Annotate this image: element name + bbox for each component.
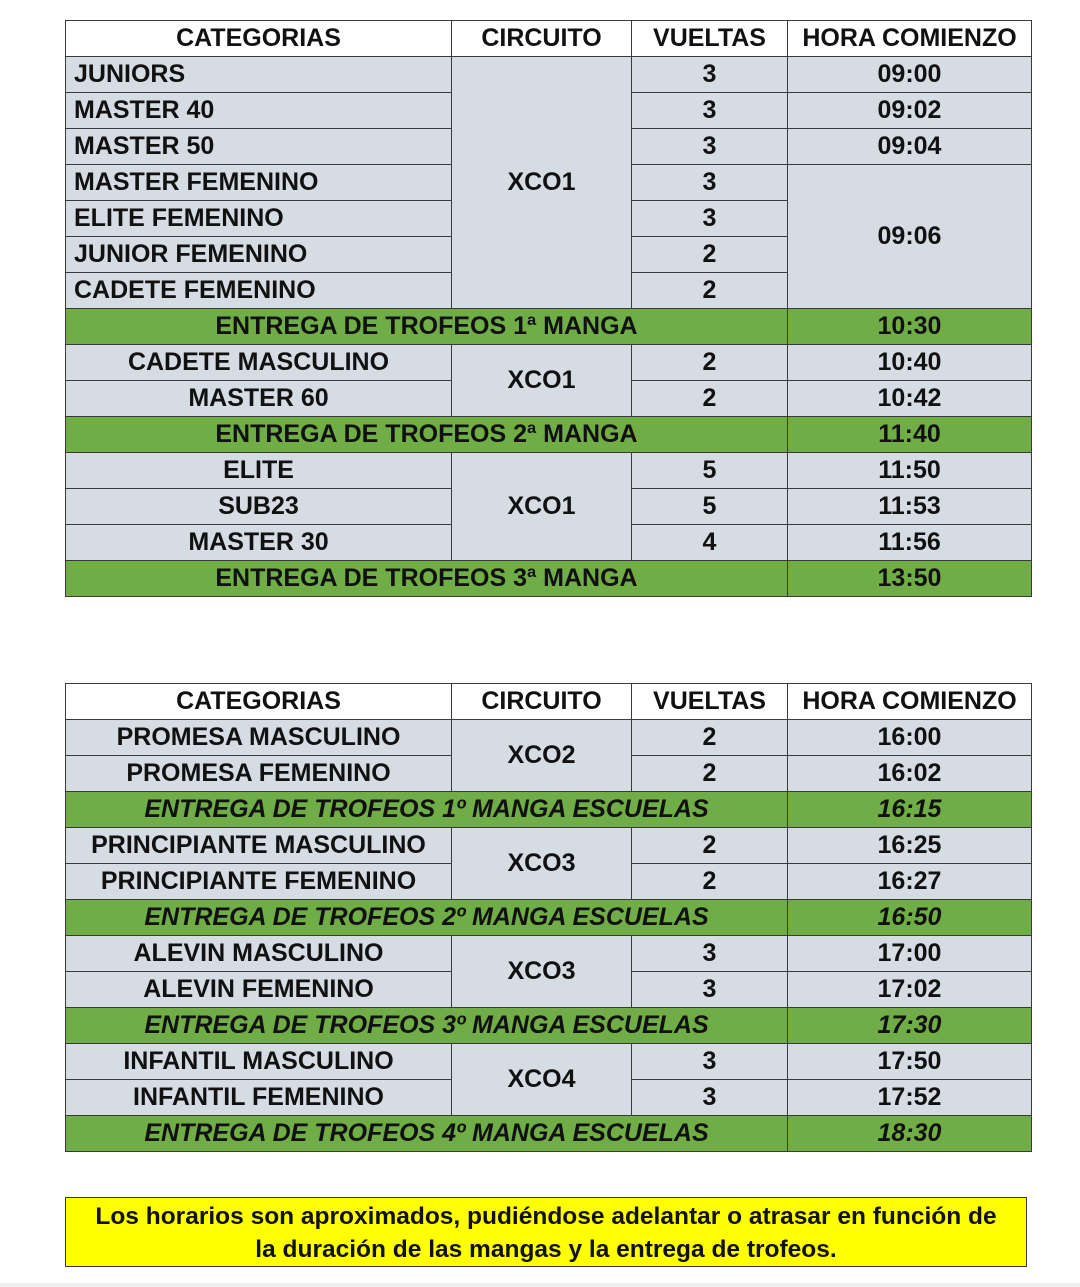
laps-cell: 2 <box>632 828 788 864</box>
laps-cell: 3 <box>632 93 788 129</box>
trophy-label: ENTREGA DE TROFEOS 2º MANGA ESCUELAS <box>66 900 788 936</box>
trophy-time: 13:50 <box>788 561 1032 597</box>
laps-cell: 2 <box>632 273 788 309</box>
circuit-cell: XCO4 <box>452 1044 632 1116</box>
trophy-label: ENTREGA DE TROFEOS 4º MANGA ESCUELAS <box>66 1116 788 1152</box>
start-time-cell: 17:52 <box>788 1080 1032 1116</box>
laps-cell: 2 <box>632 720 788 756</box>
category-cell: CADETE MASCULINO <box>66 345 452 381</box>
category-cell: MASTER 40 <box>66 93 452 129</box>
category-cell: PROMESA FEMENINO <box>66 756 452 792</box>
header-vueltas: VUELTAS <box>632 684 788 720</box>
table-row <box>66 1044 1032 1080</box>
category-cell: MASTER 50 <box>66 129 452 165</box>
trophy-row <box>66 792 1032 828</box>
category-cell: ELITE <box>66 453 452 489</box>
schedule-table-morning <box>65 20 1032 597</box>
laps-cell: 2 <box>632 864 788 900</box>
note-line-2: la duración de las mangas y la entrega de trofeos. <box>255 1236 837 1263</box>
start-time-cell: 10:42 <box>788 381 1032 417</box>
start-time-cell: 16:25 <box>788 828 1032 864</box>
category-cell: JUNIOR FEMENINO <box>66 237 452 273</box>
table-row <box>66 453 1032 489</box>
laps-cell: 2 <box>632 345 788 381</box>
table-header-row <box>66 684 1032 720</box>
header-categorias: CATEGORIAS <box>66 21 452 57</box>
trophy-row <box>66 309 1032 345</box>
disclaimer-note <box>65 1197 1027 1267</box>
category-cell: MASTER FEMENINO <box>66 165 452 201</box>
laps-cell: 2 <box>632 381 788 417</box>
start-time-cell: 11:50 <box>788 453 1032 489</box>
laps-cell: 3 <box>632 165 788 201</box>
circuit-cell: XCO2 <box>452 720 632 792</box>
laps-cell: 2 <box>632 756 788 792</box>
trophy-time: 16:15 <box>788 792 1032 828</box>
start-time-cell: 09:00 <box>788 57 1032 93</box>
category-cell: INFANTIL MASCULINO <box>66 1044 452 1080</box>
laps-cell: 5 <box>632 453 788 489</box>
category-cell: ALEVIN MASCULINO <box>66 936 452 972</box>
trophy-row <box>66 900 1032 936</box>
laps-cell: 2 <box>632 237 788 273</box>
trophy-row <box>66 1116 1032 1152</box>
table-row <box>66 936 1032 972</box>
laps-cell: 3 <box>632 201 788 237</box>
trophy-time: 11:40 <box>788 417 1032 453</box>
start-time-cell: 17:50 <box>788 1044 1032 1080</box>
category-cell: CADETE FEMENINO <box>66 273 452 309</box>
start-time-cell: 09:02 <box>788 93 1032 129</box>
circuit-cell: XCO3 <box>452 936 632 1008</box>
note-line-1: Los horarios son aproximados, pudiéndose adelantar o atrasar en función de <box>95 1203 997 1230</box>
start-time-cell: 16:27 <box>788 864 1032 900</box>
laps-cell: 5 <box>632 489 788 525</box>
trophy-time: 17:30 <box>788 1008 1032 1044</box>
category-cell: INFANTIL FEMENINO <box>66 1080 452 1116</box>
bottom-edge <box>0 1283 1080 1287</box>
circuit-cell: XCO1 <box>452 57 632 309</box>
laps-cell: 3 <box>632 57 788 93</box>
category-cell: PRINCIPIANTE FEMENINO <box>66 864 452 900</box>
header-circuito: CIRCUITO <box>452 684 632 720</box>
trophy-label: ENTREGA DE TROFEOS 1º MANGA ESCUELAS <box>66 792 788 828</box>
table-row <box>66 828 1032 864</box>
header-circuito: CIRCUITO <box>452 21 632 57</box>
category-cell: PROMESA MASCULINO <box>66 720 452 756</box>
laps-cell: 4 <box>632 525 788 561</box>
start-time-cell: 11:56 <box>788 525 1032 561</box>
start-time-cell: 16:00 <box>788 720 1032 756</box>
start-time-cell-merged: 09:06 <box>788 165 1032 309</box>
table-row <box>66 57 1032 93</box>
start-time-cell: 11:53 <box>788 489 1032 525</box>
start-time-cell: 10:40 <box>788 345 1032 381</box>
header-categorias: CATEGORIAS <box>66 684 452 720</box>
start-time-cell: 16:02 <box>788 756 1032 792</box>
laps-cell: 3 <box>632 972 788 1008</box>
laps-cell: 3 <box>632 1080 788 1116</box>
category-cell: ELITE FEMENINO <box>66 201 452 237</box>
start-time-cell: 17:02 <box>788 972 1032 1008</box>
category-cell: JUNIORS <box>66 57 452 93</box>
category-cell: ALEVIN FEMENINO <box>66 972 452 1008</box>
header-hora: HORA COMIENZO <box>788 684 1032 720</box>
trophy-label: ENTREGA DE TROFEOS 3ª MANGA <box>66 561 788 597</box>
schedule-table-afternoon <box>65 683 1032 1152</box>
trophy-time: 18:30 <box>788 1116 1032 1152</box>
trophy-time: 16:50 <box>788 900 1032 936</box>
trophy-label: ENTREGA DE TROFEOS 2ª MANGA <box>66 417 788 453</box>
circuit-cell: XCO3 <box>452 828 632 900</box>
table-row <box>66 345 1032 381</box>
start-time-cell: 17:00 <box>788 936 1032 972</box>
trophy-row <box>66 1008 1032 1044</box>
start-time-cell: 09:04 <box>788 129 1032 165</box>
laps-cell: 3 <box>632 936 788 972</box>
circuit-cell: XCO1 <box>452 345 632 417</box>
header-vueltas: VUELTAS <box>632 21 788 57</box>
laps-cell: 3 <box>632 129 788 165</box>
trophy-label: ENTREGA DE TROFEOS 1ª MANGA <box>66 309 788 345</box>
trophy-row <box>66 417 1032 453</box>
category-cell: MASTER 30 <box>66 525 452 561</box>
table-row <box>66 720 1032 756</box>
category-cell: MASTER 60 <box>66 381 452 417</box>
category-cell: PRINCIPIANTE MASCULINO <box>66 828 452 864</box>
trophy-row <box>66 561 1032 597</box>
circuit-cell: XCO1 <box>452 453 632 561</box>
table-header-row <box>66 21 1032 57</box>
category-cell: SUB23 <box>66 489 452 525</box>
header-hora: HORA COMIENZO <box>788 21 1032 57</box>
trophy-label: ENTREGA DE TROFEOS 3º MANGA ESCUELAS <box>66 1008 788 1044</box>
laps-cell: 3 <box>632 1044 788 1080</box>
trophy-time: 10:30 <box>788 309 1032 345</box>
